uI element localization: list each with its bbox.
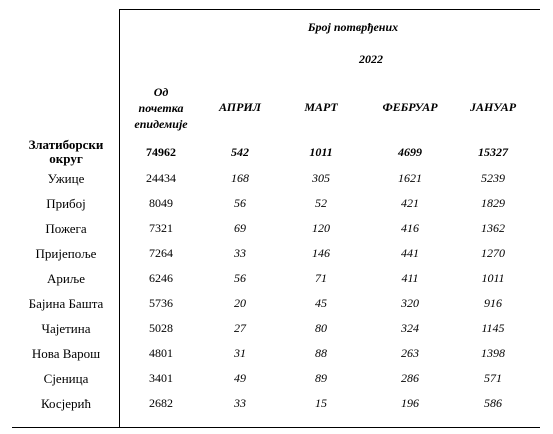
col-since-start-line1: Од: [153, 85, 169, 99]
row-january: 1145: [481, 321, 505, 335]
row-march: 80: [315, 321, 327, 335]
row-name: Прибој: [46, 196, 86, 211]
row-name: Ужице: [47, 171, 85, 186]
col-since-start-line2: почетка: [138, 101, 184, 115]
bottom-rule: [12, 427, 540, 428]
row-since-start: 6246: [149, 271, 173, 285]
row-march: 89: [315, 371, 327, 385]
row-february: 1621: [398, 171, 422, 185]
row-april: 56: [234, 271, 246, 285]
row-name: Косјерић: [41, 396, 91, 411]
total-february: 4699: [398, 145, 422, 159]
row-january: 1362: [481, 221, 505, 235]
table-title: Број потврђених: [307, 20, 399, 34]
col-january: ЈАНУАР: [469, 100, 517, 114]
col-march: МАРТ: [304, 100, 338, 114]
total-name-line1: Златиборски: [28, 137, 104, 152]
row-april: 20: [234, 296, 246, 310]
year-label: 2022: [359, 52, 383, 66]
row-march: 52: [315, 196, 327, 210]
row-february: 441: [401, 246, 419, 260]
row-february: 324: [401, 321, 419, 335]
row-name: Нова Варош: [31, 346, 101, 361]
row-february: 196: [401, 396, 419, 410]
total-april: 542: [231, 145, 249, 159]
row-april: 69: [234, 221, 246, 235]
vertical-divider: [119, 9, 120, 428]
total-name-line2: округ: [49, 151, 83, 166]
row-since-start: 7264: [149, 246, 173, 260]
row-january: 586: [484, 396, 502, 410]
row-january: 1829: [481, 196, 505, 210]
row-february: 416: [401, 221, 419, 235]
total-january: 15327: [478, 145, 508, 159]
row-march: 88: [315, 346, 327, 360]
row-march: 305: [312, 171, 330, 185]
row-february: 320: [401, 296, 419, 310]
row-march: 71: [315, 271, 327, 285]
row-since-start: 4801: [149, 346, 173, 360]
row-march: 120: [312, 221, 330, 235]
row-since-start: 2682: [149, 396, 173, 410]
top-rule: [119, 9, 540, 10]
row-since-start: 5028: [149, 321, 173, 335]
row-march: 45: [315, 296, 327, 310]
col-since-start-line3: епидемије: [134, 117, 188, 131]
row-name: Ариље: [46, 271, 86, 286]
col-april: АПРИЛ: [219, 100, 261, 114]
row-january: 5239: [481, 171, 505, 185]
row-march: 146: [312, 246, 330, 260]
row-april: 33: [234, 246, 246, 260]
row-name: Пријепоље: [35, 246, 97, 261]
row-april: 31: [234, 346, 246, 360]
row-january: 1011: [481, 271, 505, 285]
row-since-start: 5736: [149, 296, 173, 310]
row-name: Бајина Башта: [28, 296, 104, 311]
row-since-start: 7321: [149, 221, 173, 235]
row-january: 1270: [481, 246, 505, 260]
row-january: 916: [484, 296, 502, 310]
row-january: 1398: [481, 346, 505, 360]
row-february: 286: [401, 371, 419, 385]
row-since-start: 8049: [149, 196, 173, 210]
row-april: 33: [234, 396, 246, 410]
row-since-start: 24434: [146, 171, 176, 185]
col-february: ФЕБРУАР: [382, 100, 438, 114]
row-april: 49: [234, 371, 246, 385]
row-april: 168: [231, 171, 249, 185]
row-february: 411: [401, 271, 419, 285]
row-january: 571: [484, 371, 502, 385]
row-february: 421: [401, 196, 419, 210]
total-since-start: 74962: [146, 145, 176, 159]
row-april: 56: [234, 196, 246, 210]
row-april: 27: [234, 321, 246, 335]
row-name: Сјеница: [43, 371, 89, 386]
row-march: 15: [315, 396, 327, 410]
covid-cases-table: [12, 9, 540, 428]
row-since-start: 3401: [149, 371, 173, 385]
total-march: 1011: [309, 145, 333, 159]
row-name: Пожега: [45, 221, 87, 236]
row-name: Чајетина: [41, 321, 91, 336]
row-february: 263: [401, 346, 419, 360]
